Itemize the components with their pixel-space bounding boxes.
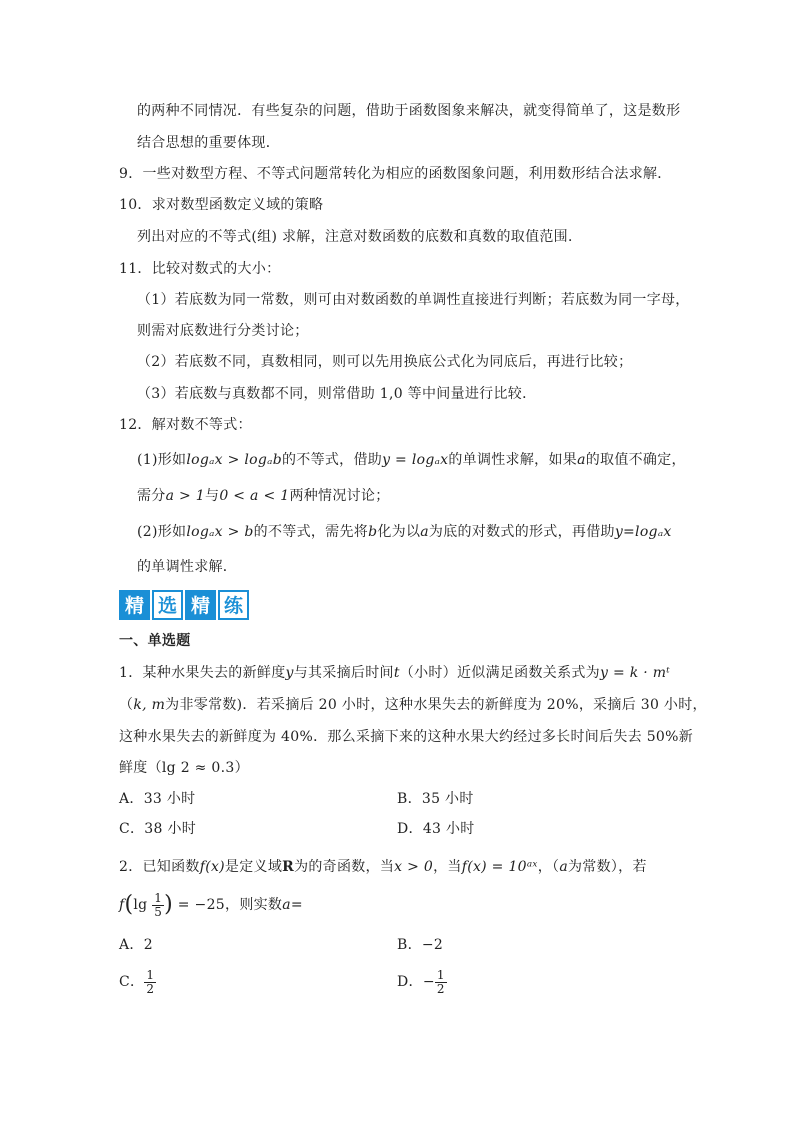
q1-option-d[interactable]: D．43 小时 [397,821,475,837]
q1-option-a[interactable]: A．33 小时 [119,791,196,807]
text: 的不等式，需先将 [253,524,369,540]
text: 是定义域 [224,859,283,875]
fraction [152,892,164,919]
q1-line-4 [119,758,249,778]
item-12-p1 [137,450,686,470]
section-banner [119,588,249,621]
math-expression: 0 < a < 1 [219,488,290,504]
math-variable: y [285,665,294,681]
fraction [144,969,156,996]
text: 为底的对数式的形式，再借助 [428,524,615,540]
text: 与 [205,488,220,504]
text: 的单调性求解，如果 [448,452,578,468]
math-expression: y = logₐx [382,452,449,468]
math-variable: a [559,859,568,875]
text: 为常数），若 [567,859,647,875]
banner-tile: 精 [185,590,216,620]
q2-option-a[interactable] [119,935,153,955]
text: 与其采摘后时间 [293,665,394,681]
item-11-p3: （3）若底数与真数都不同，则常借助 1,0 等中间量进行比较． [137,386,537,402]
math-expression: f(x) [199,859,225,875]
math-expression: logₐx > b [186,524,254,540]
math-expression: a > 1 [165,488,205,504]
fraction-numerator: 1 [146,967,155,982]
math-expression: logₐx > logₐb [186,452,282,468]
paren-open: ( [124,892,134,917]
item-12-title: 12．解对数不等式： [119,417,252,433]
math-log: lg [133,897,148,913]
intro-line-1: 的两种不同情况．有些复杂的问题，借助于函数图象来解决，就变得简单了，这是数形 [137,103,681,119]
text: ） [234,760,249,776]
option-letter: A． [119,937,144,953]
item-10-title: 10．求对数型函数定义域的策略 [119,197,324,213]
text: ，当 [433,859,462,875]
q2-line-1 [119,857,647,877]
text: (2)形如 [137,524,187,540]
text: （ [119,697,134,713]
math-formula: y = k · mᵗ [599,665,671,681]
item-9: 9．一些对数型方程、不等式问题常转化为相应的函数图象问题，利用数形结合法求解． [119,166,672,182]
math-equals: = [290,897,303,913]
text: 需分 [137,488,166,504]
fraction-numerator: 1 [154,890,163,905]
fraction-numerator: 1 [436,967,445,982]
math-expression: lg 2 ≈ 0.3 [161,760,235,776]
item-11-p2: （2）若底数不同，真数相同，则可以先用换底公式化为同底后，再进行比较； [137,354,633,370]
math-variable: a [577,452,586,468]
item-11-title: 11．比较对数式的大小： [119,261,281,277]
q2-line-2 [119,891,303,919]
option-value: 2 [143,937,153,953]
q1-option-c[interactable]: C．38 小时 [119,821,197,837]
q1-option-b[interactable]: B．35 小时 [397,791,474,807]
item-10-body: 列出对应的不等式(组) 求解，注意对数函数的底数和真数的取值范围． [137,229,583,245]
intro-line-2: 结合思想的重要体现． [137,135,280,151]
item-12-p1b [137,486,390,506]
math-variable: a [282,897,291,913]
option-letter: C． [119,974,145,990]
text: ，则实数 [225,897,283,913]
text: 为非零常数)．若采摘后 20 小时，这种水果失去的新鲜度为 20%，采摘后 30 小时， [165,697,707,713]
minus-sign: − [422,974,435,990]
text: 化为以 [377,524,421,540]
option-letter: B． [397,937,422,953]
text: 两种情况讨论； [289,488,390,504]
text: 1．某种水果失去的新鲜度 [119,665,286,681]
item-12-p2b: 的单调性求解． [137,559,238,575]
q1-line-1 [119,663,670,683]
banner-tile: 精 [119,590,150,620]
q2-option-c[interactable] [119,967,156,997]
text: 2．已知函数 [119,859,200,875]
text: 鲜度（ [119,760,162,776]
option-letter: D． [397,974,423,990]
q1-line-2 [119,695,707,715]
q2-option-b[interactable] [397,935,443,955]
text: 为的奇函数，当 [294,859,395,875]
text: 的取值不确定， [585,452,686,468]
q2-option-d[interactable] [397,967,447,997]
math-function: f [119,897,125,913]
item-12-p2 [137,522,672,542]
math-variable: t [393,665,400,681]
text: （小时）近似满足函数关系式为 [399,665,600,681]
math-variable: k, m [133,697,166,713]
math-set: R [282,859,295,875]
math-expression: = −25 [177,897,226,913]
math-variable: a [420,524,429,540]
text: ，（ [537,859,560,875]
text: (1)形如 [137,452,187,468]
section-heading: 一、单选题 [119,633,191,649]
math-expression: x > 0 [394,859,434,875]
math-variable: b [368,524,378,540]
fraction-denominator: 2 [146,981,155,996]
fraction [435,969,447,996]
math-expression: y=logₐx [614,524,672,540]
text: 的不等式，借助 [281,452,383,468]
item-11-p1b: 则需对底数进行分类讨论； [137,323,309,339]
fraction-denominator: 5 [154,904,163,919]
banner-tile: 练 [218,590,249,620]
banner-tile: 选 [152,590,183,620]
item-11-p1a: （1）若底数为同一常数，则可由对数函数的单调性直接进行判断；若底数为同一字母， [137,292,690,308]
q1-line-3: 这种水果失去的新鲜度为 40%．那么采摘下来的这种水果大约经过多长时间后失去 50%新 [119,729,694,745]
paren-close: ) [164,892,174,917]
fraction-denominator: 2 [436,981,445,996]
math-expression: f(x) = 10ᵃˣ [461,859,538,875]
option-value: −2 [421,937,444,953]
